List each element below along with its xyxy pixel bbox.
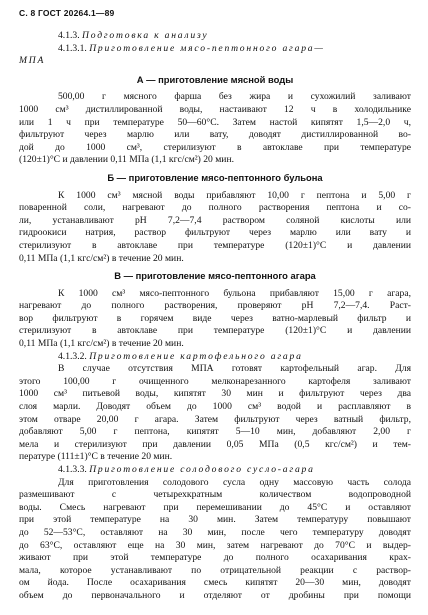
section-number: 4.1.3.: [58, 30, 80, 41]
text-line: Для приготовления солодового сусла одну массовую часть солода: [58, 476, 411, 488]
section-number: 4.1.3.1.: [58, 42, 87, 54]
text-line: при этой температуре на 30 мин. Затем температуру повышают: [19, 514, 411, 526]
text-line: стерилизуют в автоклаве при температуре (120±1)°С и давлении: [19, 239, 411, 251]
text-line: гидроокиси натрия, раствор фильтруют через марлю или вату и: [19, 227, 411, 239]
text-line: этого 100,00 г очищенного мелконарезанного картофеля заливают: [19, 375, 411, 387]
section-4-1-3-1-heading-line1: [19, 43, 411, 56]
section-4-1-3-3-heading: [19, 464, 411, 477]
section-4-1-3-3-paragraph: [19, 477, 411, 603]
text-line: до 52—53°С, оставляют на 30 мин, после чего температуру доводят: [19, 526, 411, 538]
document-body: [19, 30, 411, 603]
subsection-v-heading: В — приготовление мясо-пептонного агара: [114, 270, 316, 282]
subsection-v-paragraph: [19, 288, 411, 351]
page-header: С. 8 ГОСТ 20264.1—89: [19, 8, 115, 18]
text-line: стерилизуют в автоклаве при температуре (120±1)°С и давлении: [19, 325, 411, 337]
text-line: фильтруют через марлю или вату, доводят дистиллированной во-: [19, 129, 411, 141]
text-line: до 63°С, оставляют еще на 30 мин, затем нагревают до 70°С и выдер-: [19, 539, 411, 551]
text-line: ом йода. После осахаривания смесь кипятят 20—30 мин, доводят: [19, 577, 411, 589]
text-line: вор фильтруют в горячем виде через ватно-марлевый фильтр и: [19, 312, 411, 324]
section-title: Подготовка к анализу: [82, 30, 209, 41]
text-line: или 1 ч при температуре 50—60°С. Затем настой кипятят 1,5—2,0 ч,: [19, 116, 411, 128]
section-title: Приготовление солодового сусло-агара: [89, 464, 315, 475]
text-line: 1000 см³ дистиллированной воды, настаивают 12 ч в холодильнике: [19, 103, 411, 115]
text-line: ли, устанавливают рН 7,2—7,4 раствором соляной кислоты или: [19, 214, 411, 226]
text-line: этом отваре 20,00 г агара. Затем фильтруют через ватный фильтр,: [19, 413, 411, 425]
subsection-a-heading: А — приготовление мясной воды: [136, 73, 294, 85]
text-line: добавляют 5,00 г пептона, кипятят 5—10 мин, добавляют 2,00 г: [19, 426, 411, 438]
section-4-1-3-1-heading-line2: МПА: [19, 55, 46, 67]
subsection-b-heading: Б — приготовление мясо-пептонного бульона: [107, 171, 323, 183]
text-line: мала, которое устанавливают по отрицательной реакции с раствор-: [19, 564, 411, 576]
text-line: нагревают до полного растворения, проверяют рН 7,2—7,4. Раст-: [19, 300, 411, 312]
section-title: Приготовление картофельного агара: [89, 350, 303, 362]
text-line: 1000 см³ питьевой воды, кипятят 30 мин и фильтруют через два: [19, 388, 411, 400]
text-line: живают при этой температуре до полного осахаривания крах-: [19, 552, 411, 564]
subsection-b-paragraph: [19, 190, 411, 266]
text-line: В случае отсутствия МПА готовят картофельный агар. Для: [58, 363, 411, 375]
section-4-1-3-2-heading: [19, 351, 411, 364]
section-4-1-3-heading: [19, 30, 411, 43]
text-line: мела и стерилизуют при давлении 0,05 МПа (0,5 кгс/см²) и тем-: [19, 438, 411, 450]
text-line: пературе (111±1)°С в течение 20 мин.: [19, 451, 173, 463]
text-line: поваренной соли, нагревают до полного растворения пептона и со-: [19, 202, 411, 214]
text-line: объем до первоначального и отделяют от дробины при помощи: [19, 589, 411, 601]
text-line: 500,00 г мясного фарша без жира и сухожилий заливают: [58, 91, 411, 103]
text-line: воды. Смесь нагревают при перемешивании до 45°С и оставляют: [19, 501, 411, 513]
text-line: слоя марли. Доводят объем до 1000 см³ водой и расплавляют в: [19, 401, 411, 413]
text-line: К 1000 см³ мясо-пептонного бульона прибавляют 15,00 г агара,: [58, 287, 411, 299]
text-line: 0,11 МПа (1,1 кгс/см²) в течение 20 мин.: [19, 252, 184, 264]
text-line: дой до 1000 см³, стерилизуют в автоклаве при температуре: [19, 141, 411, 153]
section-title: Приготовление мясо-пептонного агара—: [89, 42, 325, 54]
subsection-a-paragraph: [19, 91, 411, 167]
section-number: 4.1.3.3.: [58, 464, 87, 475]
text-line: К 1000 см³ мясной воды прибавляют 10,00 г пептона и 5,00 г: [58, 189, 411, 201]
text-line: 0,11 МПа (1,1 кгс/см²) в течение 20 мин.: [19, 338, 184, 350]
section-number: 4.1.3.2.: [58, 350, 87, 362]
section-4-1-3-2-paragraph: [19, 363, 411, 464]
text-line: размешивают с четырехкратным количеством водопроводной: [19, 489, 411, 501]
text-line: (120±1)°С и давлении 0,11 МПа (1,1 кгс/см²) 20 мин.: [19, 154, 234, 166]
